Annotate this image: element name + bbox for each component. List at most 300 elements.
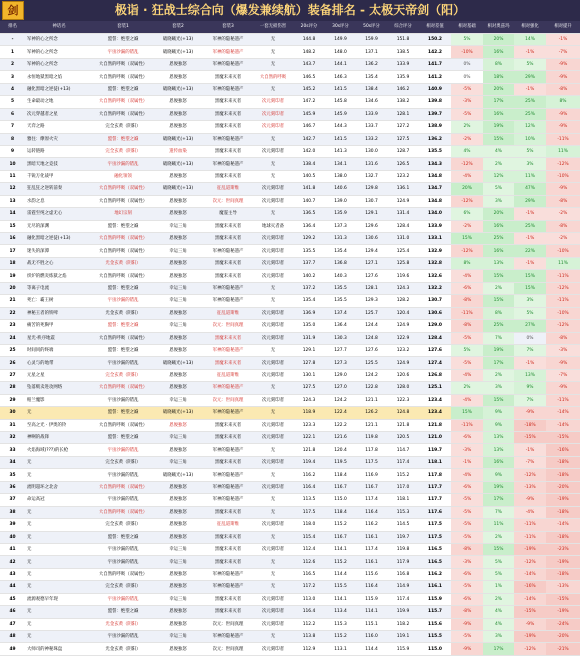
table-row[interactable]: [0, 606, 580, 618]
table-cell: 8%: [546, 96, 580, 108]
table-row[interactable]: [0, 320, 580, 332]
table-cell: 138.0: [325, 170, 356, 182]
table-cell: -16%: [514, 581, 546, 593]
table-cell: -6%: [451, 432, 483, 444]
header-row: [0, 21, 580, 34]
table-cell: 幸运三角: [153, 220, 203, 232]
table-cell: 7%: [514, 344, 546, 356]
column-header[interactable]: 相对差值: [419, 21, 451, 34]
table-row[interactable]: [0, 519, 580, 531]
table-row[interactable]: [0, 295, 580, 307]
table-cell: 次元：世间真理: [203, 195, 253, 207]
table-row[interactable]: [0, 257, 580, 269]
table-cell: 5%: [451, 344, 483, 356]
table-cell: 次元刻印者: [253, 643, 293, 655]
table-cell: 148.0: [325, 46, 356, 58]
table-cell: 113.5: [293, 494, 325, 506]
table-cell: -9%: [514, 618, 546, 630]
table-cell: 128.7: [387, 145, 419, 157]
table-cell: 17%: [483, 96, 514, 108]
mythic-name-cell: 无: [25, 543, 93, 555]
table-cell: 124.3: [387, 282, 419, 294]
table-row[interactable]: [0, 133, 580, 145]
table-row[interactable]: [0, 208, 580, 220]
column-header[interactable]: 套装1: [93, 21, 153, 34]
table-cell: 幸运三角: [153, 320, 203, 332]
column-header[interactable]: 排名: [0, 21, 25, 34]
table-cell: 15%: [451, 407, 483, 419]
rank-cell: 2: [0, 58, 25, 70]
table-cell: 幸运三角: [153, 432, 203, 444]
table-row[interactable]: [0, 332, 580, 344]
table-cell: 122.9: [387, 332, 419, 344]
mythic-name-cell: 无: [25, 618, 93, 630]
table-cell: -24%: [546, 618, 580, 630]
table-cell: 次元刻印者: [253, 369, 293, 381]
table-cell: 无: [253, 133, 293, 145]
table-cell: 无: [253, 531, 293, 543]
rank-cell: 48: [0, 631, 25, 643]
table-cell: 恩俊独怒: [153, 58, 203, 70]
table-cell: 113.0: [293, 593, 325, 605]
table-cell: -8%: [546, 220, 580, 232]
table-cell: 3%: [483, 382, 514, 394]
table-row[interactable]: [0, 543, 580, 555]
table-cell: 13%: [514, 369, 546, 381]
table-cell: 恩俊独怒: [153, 382, 203, 394]
mythic-name-cell: 无: [25, 506, 93, 518]
table-cell: 5%: [451, 34, 483, 46]
table-cell: -4%: [451, 270, 483, 282]
table-cell: 113.4: [325, 606, 356, 618]
table-cell: 军神的隐秘遗产: [203, 494, 253, 506]
table-cell: 128.2: [387, 295, 419, 307]
table-cell: 2%: [483, 369, 514, 381]
rank-cell: -: [0, 34, 25, 46]
table-cell: 次元：世间真理: [203, 394, 253, 406]
table-cell: -5%: [451, 519, 483, 531]
table-row[interactable]: [0, 556, 580, 568]
table-cell: 116.5: [419, 543, 451, 555]
table-cell: 123.4: [419, 394, 451, 406]
table-cell: 地幻宗刻: [93, 208, 153, 220]
table-cell: 127.5: [293, 382, 325, 394]
table-cell: 盟誓：绝望之巅: [93, 220, 153, 232]
rank-cell: 9: [0, 145, 25, 157]
table-cell: 6%: [451, 208, 483, 220]
table-cell: 破晓曦光(+13): [153, 83, 203, 95]
table-row[interactable]: [0, 220, 580, 232]
table-cell: 135.4: [356, 71, 387, 83]
table-row[interactable]: [0, 307, 580, 319]
table-cell: 116.4: [293, 481, 325, 493]
table-cell: 127.3: [325, 357, 356, 369]
table-cell: -23%: [546, 543, 580, 555]
table-row[interactable]: [0, 195, 580, 207]
table-cell: 无: [253, 208, 293, 220]
table-cell: 次元刻印者: [253, 394, 293, 406]
table-cell: 133.2: [356, 133, 387, 145]
table-cell: 130.7: [356, 195, 387, 207]
table-cell: -4%: [451, 369, 483, 381]
table-cell: 盟誓：绝望之巅: [93, 34, 153, 46]
table-cell: 5%: [514, 307, 546, 319]
table-cell: 无: [253, 344, 293, 356]
table-cell: 次元刻印者: [253, 108, 293, 120]
table-cell: -8%: [546, 83, 580, 95]
table-cell: 119.4: [293, 456, 325, 468]
table-cell: 159.9: [356, 34, 387, 46]
table-cell: 117.0: [387, 481, 419, 493]
table-cell: 恩俊独怒: [153, 444, 203, 456]
table-cell: 20%: [451, 183, 483, 195]
table-row[interactable]: [0, 245, 580, 257]
table-row[interactable]: [0, 456, 580, 468]
table-cell: 次元：世间真理: [203, 618, 253, 630]
table-cell: -3%: [546, 344, 580, 356]
table-row[interactable]: [0, 394, 580, 406]
rank-cell: 45: [0, 593, 25, 605]
table-cell: -12%: [451, 245, 483, 257]
table-row[interactable]: [0, 469, 580, 481]
table-cell: -4%: [451, 469, 483, 481]
table-row[interactable]: [0, 618, 580, 630]
table-cell: 5%: [514, 58, 546, 70]
table-cell: 121.8: [387, 419, 419, 431]
table-cell: 124.9: [387, 357, 419, 369]
table-cell: 133.1: [419, 233, 451, 245]
rank-cell: 44: [0, 581, 25, 593]
table-cell: 113.1: [325, 643, 356, 655]
table-cell: 16%: [483, 46, 514, 58]
table-cell: -9%: [546, 71, 580, 83]
table-cell: 114.9: [387, 581, 419, 593]
table-cell: 145.2: [293, 83, 325, 95]
table-cell: 142.0: [293, 145, 325, 157]
table-cell: 117.4: [387, 456, 419, 468]
table-cell: 126.8: [419, 369, 451, 381]
table-cell: 146.3: [325, 71, 356, 83]
mythic-name-cell: 次元穿越者之星: [25, 108, 93, 120]
table-cell: 138.4: [356, 83, 387, 95]
column-header[interactable]: 50s评分: [356, 21, 387, 34]
table-cell: 3%: [483, 195, 514, 207]
table-cell: 146.5: [293, 71, 325, 83]
table-row[interactable]: [0, 481, 580, 493]
table-row[interactable]: [0, 158, 580, 170]
table-cell: 恩俊独怒: [153, 494, 203, 506]
table-cell: -9%: [451, 618, 483, 630]
table-cell: 恩俊独怒: [153, 369, 203, 381]
table-row[interactable]: [0, 183, 580, 195]
mythic-name-cell: 生命最动之地: [25, 96, 93, 108]
table-cell: 次元刻印者: [253, 245, 293, 257]
table-cell: 127.6: [356, 344, 387, 356]
table-cell: 大自然的呼吸（双属性）: [93, 58, 153, 70]
table-cell: 黑魔未来灭者: [203, 270, 253, 282]
table-cell: 121.1: [356, 394, 387, 406]
table-cell: 征乱道斯维: [203, 183, 253, 195]
table-cell: -14%: [546, 419, 580, 431]
table-row[interactable]: [0, 407, 580, 419]
table-row[interactable]: [0, 96, 580, 108]
table-cell: 124.4: [356, 320, 387, 332]
table-cell: 130.3: [325, 332, 356, 344]
table-cell: 115.3: [325, 618, 356, 630]
mythic-name-cell: 痛苦的死胸甲: [25, 320, 93, 332]
table-cell: 134.0: [419, 208, 451, 220]
table-cell: 黑魔未来灭者: [203, 506, 253, 518]
table-row[interactable]: [0, 631, 580, 643]
table-cell: -3%: [451, 444, 483, 456]
table-cell: 134.1: [325, 158, 356, 170]
table-row[interactable]: [0, 34, 580, 46]
column-header[interactable]: 20s评分: [293, 21, 325, 34]
table-cell: 征乱道斯维: [203, 307, 253, 319]
table-cell: 16%: [483, 108, 514, 120]
table-cell: 119.7: [387, 531, 419, 543]
mythic-name-cell: 雅往：燎原火灾: [25, 133, 93, 145]
table-cell: 121.8: [419, 419, 451, 431]
table-row[interactable]: [0, 170, 580, 182]
table-cell: 121.0: [419, 432, 451, 444]
table-cell: 15%: [514, 270, 546, 282]
table-cell: 4%: [451, 145, 483, 157]
table-cell: -2%: [546, 233, 580, 245]
table-cell: -18%: [514, 419, 546, 431]
table-cell: 15%: [451, 233, 483, 245]
table-cell: 14%: [514, 34, 546, 46]
table-cell: 118.1: [419, 456, 451, 468]
table-cell: 117.7: [419, 481, 451, 493]
table-cell: 次元刻印者: [253, 233, 293, 245]
column-header[interactable]: 一套无损伤害: [253, 21, 293, 34]
table-cell: 118.9: [293, 407, 325, 419]
column-header[interactable]: 相对奥兹玛: [483, 21, 514, 34]
table-cell: 黑魔未来灭者: [203, 108, 253, 120]
mythic-name-cell: 无: [25, 531, 93, 543]
table-cell: 29%: [514, 195, 546, 207]
table-cell: 恩俊独怒: [153, 643, 203, 655]
table-cell: 无: [253, 631, 293, 643]
table-row[interactable]: [0, 506, 580, 518]
table-cell: 完全玄黄（阴阳）: [93, 519, 153, 531]
column-header[interactable]: 相对基础: [451, 21, 483, 34]
table-cell: 117.4: [387, 593, 419, 605]
table-cell: 140.7: [293, 195, 325, 207]
table-cell: -11%: [451, 419, 483, 431]
table-cell: 次元刻印者: [253, 419, 293, 431]
table-row[interactable]: [0, 432, 580, 444]
table-cell: 5%: [483, 183, 514, 195]
column-header[interactable]: 套装2: [153, 21, 203, 34]
table-cell: -2%: [451, 133, 483, 145]
table-cell: -19%: [546, 556, 580, 568]
table-cell: 黑魔未来灭者: [203, 556, 253, 568]
table-row[interactable]: [0, 145, 580, 157]
table-cell: 宇宙沙漏的错乱: [93, 158, 153, 170]
table-row[interactable]: [0, 108, 580, 120]
table-cell: 大自然的呼吸（双属性）: [93, 108, 153, 120]
table-cell: -5%: [451, 83, 483, 95]
table-cell: 140.5: [293, 170, 325, 182]
table-cell: 无: [253, 282, 293, 294]
rank-cell: 38: [0, 506, 25, 518]
rank-cell: 32: [0, 432, 25, 444]
table-cell: 盟誓：绝望之巅: [93, 344, 153, 356]
table-cell: 军神的隐秘遗产: [203, 295, 253, 307]
table-cell: 幸运三角: [153, 556, 203, 568]
table-row[interactable]: [0, 46, 580, 58]
table-row[interactable]: [0, 382, 580, 394]
table-row[interactable]: [0, 494, 580, 506]
rank-cell: 22: [0, 307, 25, 319]
table-cell: 12%: [514, 121, 546, 133]
mythic-name-cell: 雷霆至纯之虚无心: [25, 208, 93, 220]
table-cell: 大自然的呼吸（双属性）: [93, 233, 153, 245]
table-cell: 无: [253, 407, 293, 419]
rank-cell: 30: [0, 407, 25, 419]
table-cell: 131.3: [325, 233, 356, 245]
table-row[interactable]: [0, 369, 580, 381]
table-cell: -10%: [546, 170, 580, 182]
table-cell: 7%: [483, 332, 514, 344]
table-cell: 大自然的呼吸（双属性）: [93, 332, 153, 344]
table-cell: -11%: [546, 394, 580, 406]
rank-cell: 25: [0, 344, 25, 356]
table-cell: 116.2: [356, 519, 387, 531]
table-cell: 黑魔未来灭者: [203, 332, 253, 344]
table-cell: 129.1: [293, 344, 325, 356]
table-row[interactable]: [0, 444, 580, 456]
table-cell: 143.7: [293, 58, 325, 70]
table-cell: 地球灭者备: [253, 220, 293, 232]
sword-icon: 剑: [2, 1, 24, 20]
table-cell: 宇宙沙漏的错乱: [93, 46, 153, 58]
table-cell: 113.8: [293, 631, 325, 643]
table-cell: 次元刻印者: [253, 332, 293, 344]
table-cell: 116.1: [356, 556, 387, 568]
table-row[interactable]: [0, 58, 580, 70]
table-cell: 112.6: [293, 556, 325, 568]
table-row[interactable]: [0, 593, 580, 605]
mythic-name-cell: 军神的心之所念: [25, 58, 93, 70]
column-header[interactable]: 30s评分: [325, 21, 356, 34]
table-cell: 恩俊独怒: [153, 506, 203, 518]
table-cell: 117.4: [356, 543, 387, 555]
table-cell: 117.4: [356, 494, 387, 506]
table-cell: 127.4: [419, 357, 451, 369]
table-cell: -9%: [514, 407, 546, 419]
table-cell: -9%: [546, 121, 580, 133]
table-cell: 115.2: [325, 519, 356, 531]
table-cell: 130.6: [356, 233, 387, 245]
table-row[interactable]: [0, 121, 580, 133]
table-cell: 134.7: [419, 183, 451, 195]
table-cell: 破晓曦光(+13): [153, 46, 203, 58]
table-cell: 135.5: [325, 282, 356, 294]
table-row[interactable]: [0, 419, 580, 431]
table-row[interactable]: [0, 282, 580, 294]
table-cell: 119.1: [387, 631, 419, 643]
table-body: [0, 34, 580, 656]
table-cell: 次元刻印者: [253, 519, 293, 531]
column-header[interactable]: 相对强化: [514, 21, 546, 34]
table-cell: 116.5: [293, 568, 325, 580]
table-cell: 恩俊独怒: [153, 531, 203, 543]
table-cell: 无: [253, 469, 293, 481]
table-cell: 2%: [483, 282, 514, 294]
table-cell: 19%: [483, 481, 514, 493]
table-cell: 134.6: [356, 96, 387, 108]
table-cell: -7%: [546, 369, 580, 381]
table-cell: 136.4: [325, 320, 356, 332]
table-cell: -1%: [514, 444, 546, 456]
table-cell: -1%: [514, 46, 546, 58]
table-cell: -18%: [546, 506, 580, 518]
table-row[interactable]: [0, 568, 580, 580]
table-cell: 9%: [483, 469, 514, 481]
table-cell: 124.2: [325, 394, 356, 406]
table-cell: 次元刻印者: [253, 195, 293, 207]
table-row[interactable]: [0, 71, 580, 83]
table-cell: 140.6: [325, 183, 356, 195]
table-row[interactable]: [0, 233, 580, 245]
table-cell: 119.6: [387, 270, 419, 282]
table-row[interactable]: [0, 643, 580, 655]
table-row[interactable]: [0, 581, 580, 593]
table-row[interactable]: [0, 531, 580, 543]
table-cell: 130.7: [419, 295, 451, 307]
table-cell: 幸运三角: [153, 631, 203, 643]
table-cell: 142.2: [419, 46, 451, 58]
table-cell: -8%: [451, 295, 483, 307]
table-row[interactable]: [0, 270, 580, 282]
table-cell: 15%: [483, 394, 514, 406]
table-cell: 恩俊独怒: [153, 307, 203, 319]
table-cell: -18%: [546, 568, 580, 580]
table-cell: 大自然的呼吸（双属性）: [93, 96, 153, 108]
column-header[interactable]: 综合评分: [387, 21, 419, 34]
table-cell: 光金玄黄（阴阳）: [93, 643, 153, 655]
table-row[interactable]: [0, 344, 580, 356]
table-cell: 127.7: [325, 344, 356, 356]
table-row[interactable]: [0, 83, 580, 95]
rank-cell: 13: [0, 195, 25, 207]
table-cell: 次元刻印者: [253, 257, 293, 269]
table-cell: 恩俊独怒: [153, 170, 203, 182]
table-cell: -5%: [451, 631, 483, 643]
table-cell: 137.2: [293, 282, 325, 294]
table-cell: 138.5: [387, 46, 419, 58]
column-header[interactable]: 神话名: [25, 21, 93, 34]
table-cell: 145.9: [293, 108, 325, 120]
table-cell: 5%: [483, 556, 514, 568]
table-row[interactable]: [0, 357, 580, 369]
table-cell: 118.4: [325, 506, 356, 518]
mythic-name-cell: 死亡：霸王树: [25, 295, 93, 307]
rank-cell: 6: [0, 108, 25, 120]
column-header[interactable]: 套装3: [203, 21, 253, 34]
rank-cell: 39: [0, 519, 25, 531]
table-cell: 127.6: [419, 344, 451, 356]
table-cell: 盟誓：绝望之巅: [93, 83, 153, 95]
column-header[interactable]: 相对提升: [546, 21, 580, 34]
table-cell: 恩俊独怒: [153, 481, 203, 493]
table-cell: 盟誓：绝望之巅: [93, 133, 153, 145]
table-cell: 138.2: [387, 96, 419, 108]
table-cell: 13%: [483, 432, 514, 444]
